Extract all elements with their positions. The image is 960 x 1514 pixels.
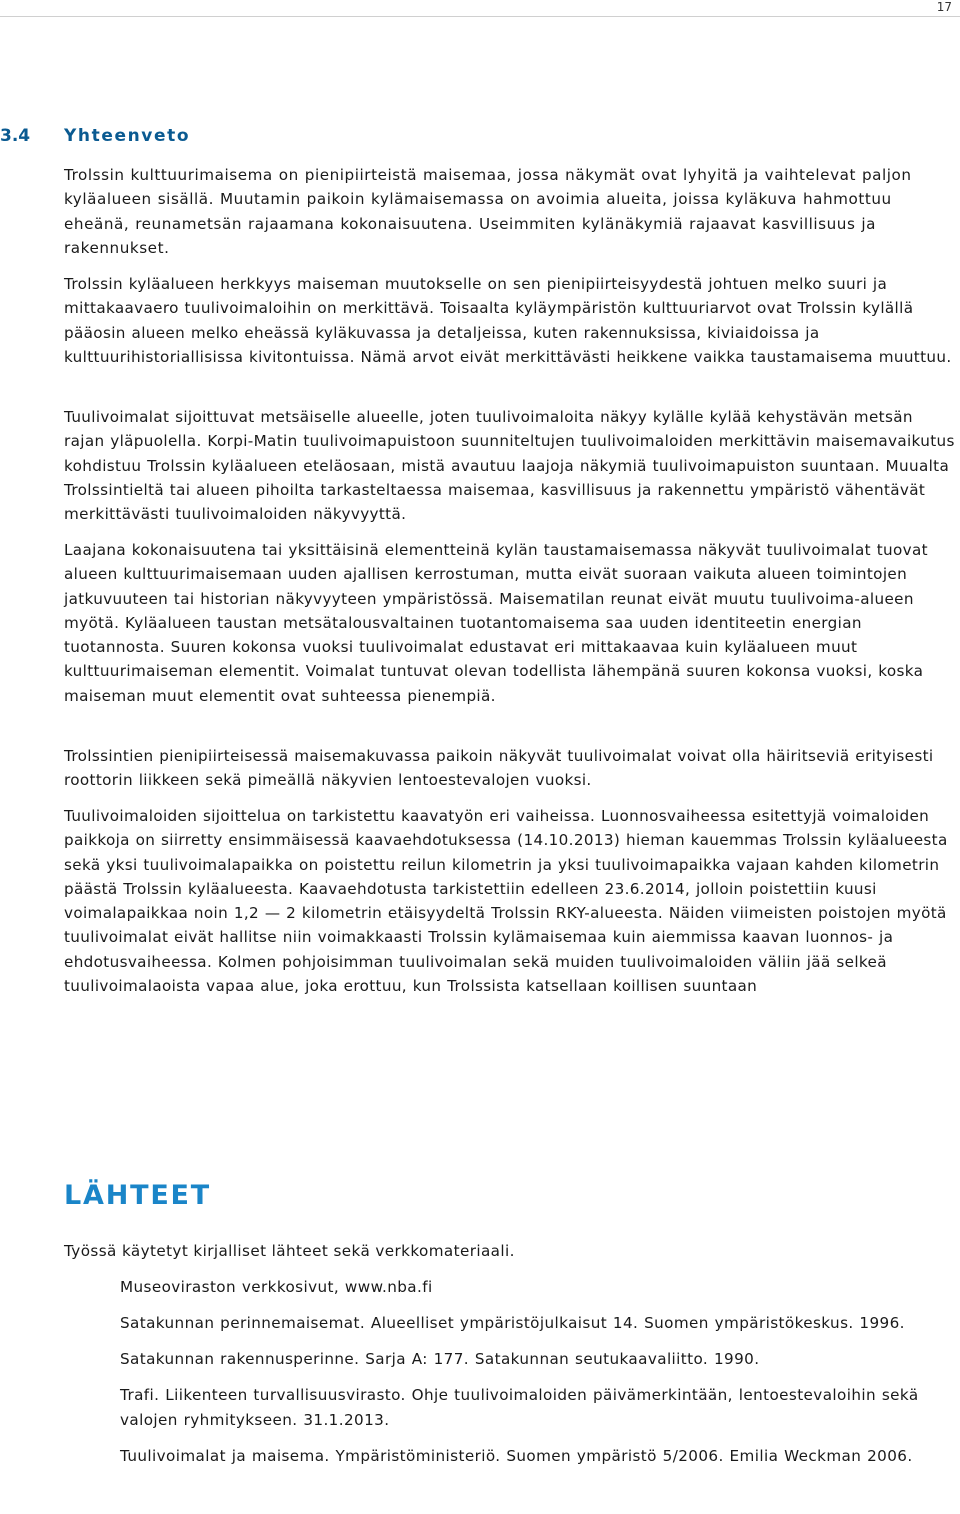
source-item: Satakunnan rakennusperinne. Sarja A: 177. Satakunnan seutukaavaliitto. 1990. [120, 1350, 760, 1368]
paragraph-cultural-layer: Laajana kokonaisuutena tai yksittäisinä elementteinä kylän taustamaisemassa näkyvät tuulivoimalat tuovat alueen kulttuurimaisemaan uuden ajallisen kerrostuman, mutta eivät suoraan vaikuta alueen toimintojen jatkuvuuteen tai historian näkyvyyteen ympäristössä. Maisematilan reunat eivät muutu tuulivoima-alueen myötä. Kyläalueen taustan metsätalousvaltainen tuotantomaisema saa uuden identiteetin energian tuotannosta. Suuren kokonsa vuoksi tuulivoimalat edustavat eri mittakaavaa kuin kyläalueen muut kulttuurimaiseman elementit. Voimalat tuntuvat olevan todellista lähempänä suuren kokonsa vuoksi, koska maiseman muut elementit ovat suhteessa pienempiä. [64, 541, 928, 705]
paragraph-disturbance: Trolssintien pienipiirteisessä maisemakuvassa paikoin näkyvät tuulivoimalat voivat olla häiritseviä erityisesti roottorin liikkeen sekä pimeällä näkyvien lentoestevalojen vuoksi. [64, 747, 934, 790]
paragraph-visibility: Tuulivoimalat sijoittuvat metsäiselle alueelle, joten tuulivoimaloita näkyy kylälle kylää kehystävän metsän rajan yläpuolella. Korpi-Matin tuulivoimapuistoon suunniteltujen tuulivoimaloiden merkittävin maisemavaikutus kohdistuu Trolssin kyläalueen eteläosaan, mistä avautuu laajoja näkymiä tuulivoimapuiston suuntaan. Muualta Trolssintieltä tai alueen pihoilta tarkasteltaessa maisemaa, kasvillisuus ja rakennettu ympäristö vähentävät merkittävästi tuulivoimaloiden näkyvyyttä. [64, 408, 955, 524]
page-number: 17 [936, 0, 952, 14]
paragraph-sensitivity: Trolssin kyläalueen herkkyys maiseman muutokselle on sen pienipiirteisyydestä johtuen melko suuri ja mittakaavaero tuulivoimaloihin on merkittävä. Toisaalta kyläympäristön kulttuuriarvot ovat Trolssin kylällä pääosin alueen melko eheässä kyläkuvassa ja detaljeissa, kuten rakennuksissa, kiviaidoissa ja kulttuurihistoriallisissa kivitontuissa. Nämä arvot eivät merkittävästi heikkene vaikka taustamaisema muuttuu. [64, 275, 952, 366]
source-item: Satakunnan perinnemaisemat. Alueelliset ympäristöjulkaisut 14. Suomen ympäristökeskus. 1996. [120, 1314, 905, 1332]
source-item: Tuulivoimalat ja maisema. Ympäristöministeriö. Suomen ympäristö 5/2006. Emilia Weckman 2006. [120, 1447, 913, 1465]
paragraph-plan-revisions: Tuulivoimaloiden sijoittelua on tarkistettu kaavatyön eri vaiheissa. Luonnosvaiheessa esitettyjä voimaloiden paikkoja on siirretty ensimmäisessä kaavaehdotuksessa (14.10.2013) hieman kauemmas Trolssin kyläalueesta sekä yksi tuulivoimalapaikka on poistettu reilun kilometrin ja yksi tuulivoimapaikka vajaan kahden kilometrin päästä Trolssin kyläalueesta. Kaavaehdotusta tarkistettiin edelleen 23.6.2014, jolloin poistettiin kuusi voimalapaikkaa noin 1,2 — 2 kilometrin etäisyydeltä Trolssin RKY-alueesta. Näiden viimeisten poistojen myötä tuulivoimalat eivät hallitse niin voimakkaasti Trolssin kylämaisemaa kuin aiemmissa kaavan luonnos- ja ehdotusvaiheessa. Kolmen pohjoisimman tuulivoimalan sekä muiden tuulivoimaloiden väliin jää selkeä tuulivoimalaoista vapaa alue, joka erottuu, kun Trolssista katsellaan koillisen suuntaan [64, 807, 948, 996]
page-divider [0, 16, 960, 17]
source-list [120, 1275, 957, 1480]
source-item: Museoviraston verkkosivut, www.nba.fi [120, 1278, 433, 1296]
section-number: 3.4 [0, 126, 31, 146]
source-item: Trafi. Liikenteen turvallisuusvirasto. Ohje tuulivoimaloiden päivämerkintään, lentoestevaloihin sekä valojen ryhmitykseen. 31.1.2013. [120, 1386, 919, 1429]
sources-intro: Työssä käytetyt kirjalliset lähteet sekä verkkomateriaali. [64, 1242, 515, 1260]
section-title: Yhteenveto [64, 126, 191, 146]
paragraph-landscape-character: Trolssin kulttuurimaisema on pienipiirteistä maisemaa, jossa näkymät ovat lyhyitä ja vaihtelevat paljon kyläalueen sisällä. Muutamin paikoin kylämaisemassa on avoimia alueita, joissa kyläkuva hahmottuu eheänä, reunametsän rajaamana kokonaisuutena. Useimmiten kylänäkymiä rajaavat kasvillisuus ja rakennukset. [64, 166, 912, 257]
sources-heading: LÄHTEET [64, 1180, 212, 1211]
